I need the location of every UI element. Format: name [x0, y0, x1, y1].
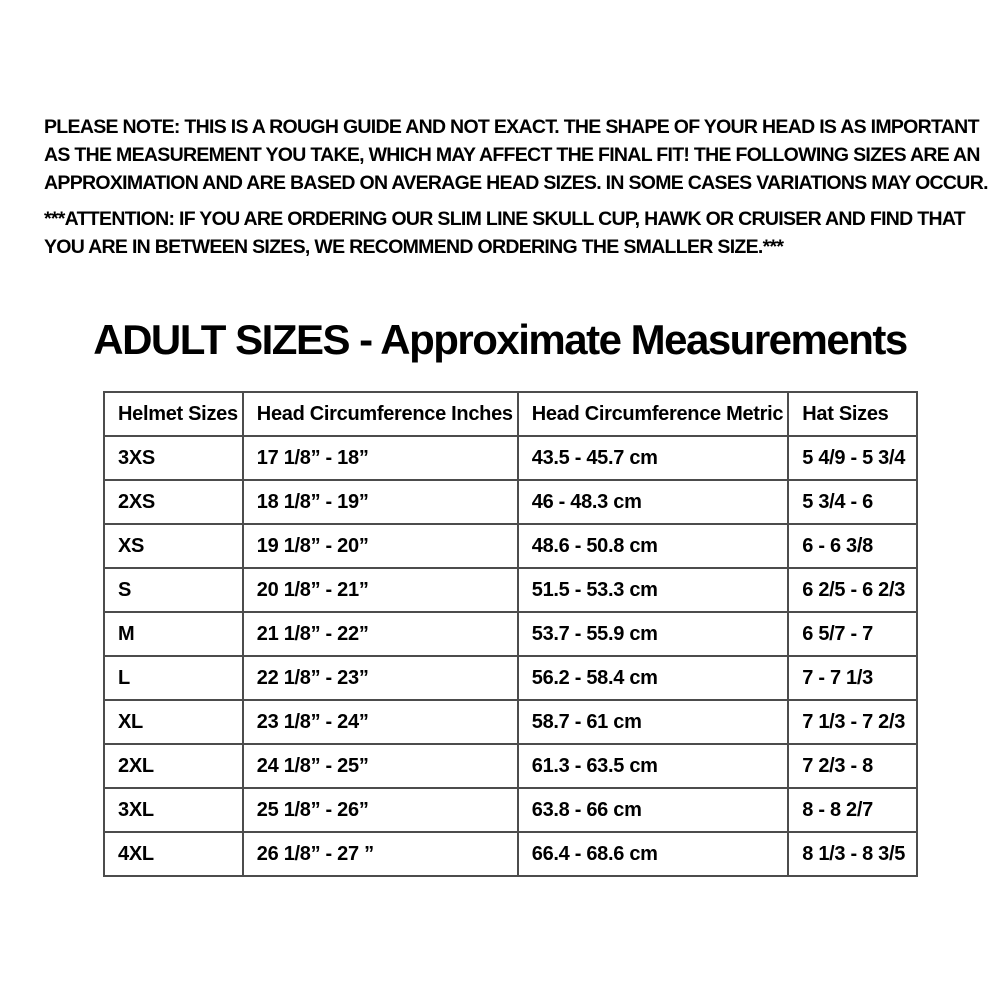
- table-row: [104, 832, 917, 876]
- attention-paragraph: [44, 205, 974, 261]
- table-cell: 4XL: [104, 832, 243, 876]
- size-table-body: [104, 436, 917, 876]
- table-cell: 7 1/3 - 7 2/3: [788, 700, 917, 744]
- table-row: [104, 700, 917, 744]
- table-cell: 17 1/8” - 18”: [243, 436, 518, 480]
- table-cell: 25 1/8” - 26”: [243, 788, 518, 832]
- table-cell: 18 1/8” - 19”: [243, 480, 518, 524]
- table-row: [104, 436, 917, 480]
- table-cell: 6 5/7 - 7: [788, 612, 917, 656]
- table-cell: 51.5 - 53.3 cm: [518, 568, 789, 612]
- note-line: YOU ARE IN BETWEEN SIZES, WE RECOMMEND ORDERING THE SMALLER SIZE.***: [44, 236, 784, 258]
- table-cell: 19 1/8” - 20”: [243, 524, 518, 568]
- table-cell: 3XL: [104, 788, 243, 832]
- table-cell: 24 1/8” - 25”: [243, 744, 518, 788]
- note-paragraph: [44, 113, 988, 197]
- table-cell: 21 1/8” - 22”: [243, 612, 518, 656]
- table-cell: 63.8 - 66 cm: [518, 788, 789, 832]
- column-header-hat-sizes: Hat Sizes: [788, 392, 917, 436]
- table-cell: 53.7 - 55.9 cm: [518, 612, 789, 656]
- table-cell: 6 - 6 3/8: [788, 524, 917, 568]
- table-cell: 22 1/8” - 23”: [243, 656, 518, 700]
- column-header-circumference-inches: Head Circumference Inches: [243, 392, 518, 436]
- table-cell: 58.7 - 61 cm: [518, 700, 789, 744]
- header-row: [104, 392, 917, 436]
- table-row: [104, 480, 917, 524]
- note-line: AS THE MEASUREMENT YOU TAKE, WHICH MAY AFFECT THE FINAL FIT! THE FOLLOWING SIZES ARE AN: [44, 144, 980, 166]
- table-row: [104, 788, 917, 832]
- table-row: [104, 612, 917, 656]
- table-cell: 7 - 7 1/3: [788, 656, 917, 700]
- table-cell: 66.4 - 68.6 cm: [518, 832, 789, 876]
- table-cell: L: [104, 656, 243, 700]
- size-table-header: [104, 392, 917, 436]
- note-line: PLEASE NOTE: THIS IS A ROUGH GUIDE AND NOT EXACT. THE SHAPE OF YOUR HEAD IS AS IMPORTANT: [44, 116, 979, 138]
- table-cell: 61.3 - 63.5 cm: [518, 744, 789, 788]
- table-cell: M: [104, 612, 243, 656]
- size-table: [103, 391, 918, 877]
- table-row: [104, 744, 917, 788]
- table-cell: 8 - 8 2/7: [788, 788, 917, 832]
- table-cell: 20 1/8” - 21”: [243, 568, 518, 612]
- note-line: APPROXIMATION AND ARE BASED ON AVERAGE HEAD SIZES. IN SOME CASES VARIATIONS MAY OCCUR.: [44, 172, 988, 194]
- table-cell: 56.2 - 58.4 cm: [518, 656, 789, 700]
- table-cell: XS: [104, 524, 243, 568]
- table-cell: 8 1/3 - 8 3/5: [788, 832, 917, 876]
- table-cell: 7 2/3 - 8: [788, 744, 917, 788]
- note-line: ***ATTENTION: IF YOU ARE ORDERING OUR SLIM LINE SKULL CUP, HAWK OR CRUISER AND FIND THAT: [44, 208, 966, 230]
- page-title: ADULT SIZES - Approximate Measurements: [93, 316, 907, 363]
- column-header-circumference-metric: Head Circumference Metric: [518, 392, 789, 436]
- table-cell: S: [104, 568, 243, 612]
- table-cell: 5 3/4 - 6: [788, 480, 917, 524]
- table-row: [104, 568, 917, 612]
- table-cell: 26 1/8” - 27 ”: [243, 832, 518, 876]
- table-cell: 5 4/9 - 5 3/4: [788, 436, 917, 480]
- table-cell: 2XS: [104, 480, 243, 524]
- table-cell: 48.6 - 50.8 cm: [518, 524, 789, 568]
- table-cell: 3XS: [104, 436, 243, 480]
- table-cell: 6 2/5 - 6 2/3: [788, 568, 917, 612]
- column-header-helmet-sizes: Helmet Sizes: [104, 392, 243, 436]
- table-cell: 23 1/8” - 24”: [243, 700, 518, 744]
- table-cell: 43.5 - 45.7 cm: [518, 436, 789, 480]
- table-row: [104, 656, 917, 700]
- table-cell: XL: [104, 700, 243, 744]
- table-row: [104, 524, 917, 568]
- table-cell: 2XL: [104, 744, 243, 788]
- table-cell: 46 - 48.3 cm: [518, 480, 789, 524]
